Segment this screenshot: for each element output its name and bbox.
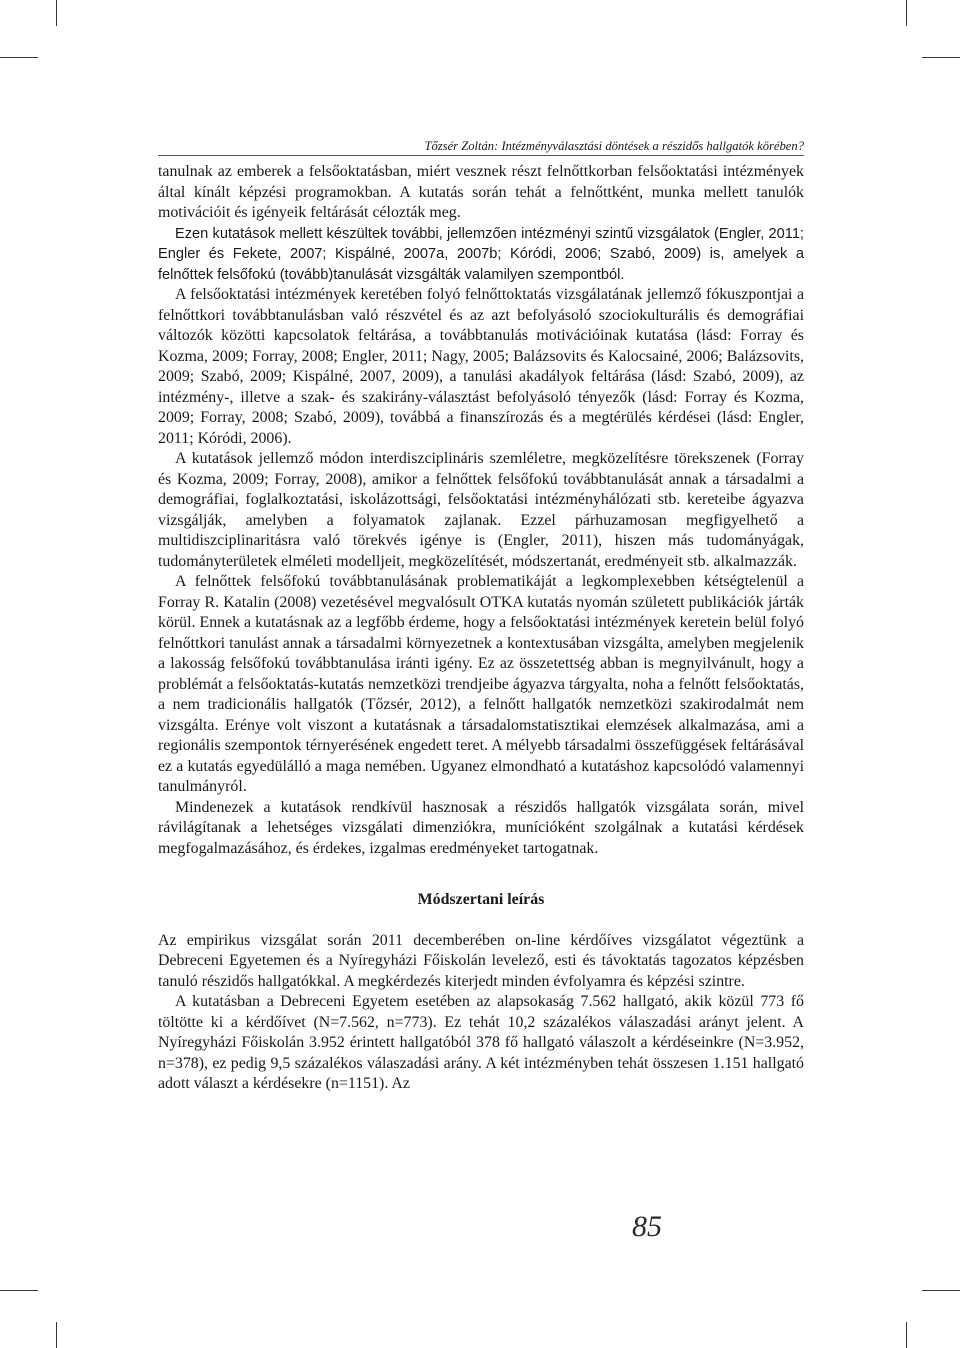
running-head: Tőzsér Zoltán: Intézményválasztási döntések a részidős hallgatók körében? <box>158 138 804 156</box>
paragraph: A kutatásban a Debreceni Egyetem esetében az alapsokaság 7.562 hallgató, akik közül 773 fő töltötte ki a kérdőívet (N=7.562, n=773). Ez tehát 10,2 százalékos válaszadási arányt jelent. A Nyíregyházi Főiskolán 3.952 érintett hallgatóból 378 fő hallgató válaszolt a kérdéseinkre (N=3.952, n=378), ez pedig 9,5 százalékos válaszadási arány. A két intézményben tehát összesen 1.151 hallgató adott választ a kérdésekre (n=1151). Az <box>158 993 804 1092</box>
paragraph: A kutatások jellemző módon interdiszciplináris szemléletre, megközelítésre törekszenek (Forray és Kozma, 2009; Forray, 2008), amikor a felnőttek felsőfokú továbbtanulását annak a társadalmi a demográfiai, foglalkoztatási, iskolázottsági, felsőoktatási intézményhálózati stb. kereteibe ágyazva vizsgálják, amelyben a folyamatok zajlanak. Ezzel párhuzamosan megfigyelhető a multidiszciplinaritásra való törekvés igénye is (Engler, 2011), hiszen más tudományágak, tudományterületek elméleti modelljeit, megközelítését, módszertanát, eredményeit stb. alkalmazzák. <box>158 450 804 570</box>
page-number: 85 <box>632 1210 662 1243</box>
crop-mark <box>922 57 960 58</box>
paragraph: A felsőoktatási intézmények keretében folyó felnőttoktatás vizsgálatának jellemző fókuszpontjai a felnőttkori továbbtanulásban való részvétel és az azt befolyásoló szociokulturális és demográfiai változók közötti kapcsolatok feltárása, a továbbtanulás motivációinak kutatása (lásd: Forray és Kozma, 2009; Forray, 2008; Engler, 2011; Nagy, 2005; Balázsovits és Kalocsainé, 2006; Balázsovits, 2009; Szabó, 2009; Kispálné, 2007, 2009), a tanulási akadályok feltárása (lásd: Szabó, 2009), az intézmény-, illetve a szak- és szakirány-választást befolyásoló tényezők (lásd: Forray és Kozma, 2009; Forray, 2008; Szabó, 2009), továbbá a finanszírozás és a megtérülés kérdései (lásd: Engler, 2011; Kóródi, 2006). <box>158 286 804 447</box>
page-body <box>158 138 804 1095</box>
paragraph: Az empirikus vizsgálat során 2011 decemberében on-line kérdőíves vizsgálatot végeztünk a Debreceni Egyetemen és a Nyíregyházi Főiskolán levelező, esti és távoktatás tagozatos képzésben tanuló részidős hallgatókkal. A megkérdezés kiterjedt minden évfolyamra és képzési szintre. <box>158 931 804 990</box>
paragraph: A felnőttek felsőfokú továbbtanulásának problematikáját a legkomplexebben kétségtelenül a Forray R. Katalin (2008) vezetésével megvalósult OTKA kutatás nyomán született publikációk járták körül. Ennek a kutatásnak az a legfőbb érdeme, hogy a felsőoktatási intézmények keretein belül folyó felnőttkori tanulást annak a társadalmi környezetnek a kontextusában vizsgálta, amelyben megjelenik a lakosság felsőfokú továbbtanulása iránti igény. Ez az összetettség abban is megnyilvánult, hogy a problémát a felsőoktatás-kutatás nemzetközi trendjeibe ágyazva tárgyalta, noha a felnőtt felsőoktatás, a nem tradicionális hallgatók (Tőzsér, 2012), a felnőtt hallgatók nemzetközi szakirodalmát nem vizsgálta. Erénye volt viszont a kutatásnak a társadalomstatisztikai elemzések alkalmazása, ami a regionális szempontok térnyerésének engedett teret. A mélyebb társadalmi összefüggések feltárásával ez a kutatás egyedülálló a maga nemében. Ugyanez elmondható a kutatáshoz kapcsolódó valamennyi tanulmányról. <box>158 573 804 795</box>
paragraph: Mindenezek a kutatások rendkívül hasznosak a részidős hallgatók vizsgálata során, mivel rávilágítanak a lehetséges vizsgálati dimenziókra, munícióként szolgálnak a kutatási kérdések megfogalmazásához, és érdekes, izgalmas eredményeket tartogatnak. <box>158 798 804 857</box>
crop-mark <box>0 1290 38 1291</box>
crop-mark <box>56 0 57 26</box>
section-title: Módszertani leírás <box>417 891 545 908</box>
crop-mark <box>56 1322 57 1348</box>
crop-mark <box>906 0 907 26</box>
paragraph: Ezen kutatások mellett készültek további, jellemzően intézményi szintű vizsgálatok (Engler, 2011; Engler és Fekete, 2007; Kispálné, 2007a, 2007b; Kóródi, 2006; Szabó, 2009) is, amelyek a felnőttek felsőfokú (tovább)tanulását vizsgálták valamilyen szempontból. <box>158 225 804 283</box>
crop-mark <box>906 1322 907 1348</box>
paragraph: tanulnak az emberek a felsőoktatásban, miért vesznek részt felnőttkorban felsőoktatási intézmények által kínált képzési programokban. A kutatás során tehát a felnőttként, munka mellett tanulók motivációit és igényeik feltárását célozták meg. <box>158 163 804 221</box>
crop-mark <box>922 1290 960 1291</box>
crop-mark <box>0 57 38 58</box>
